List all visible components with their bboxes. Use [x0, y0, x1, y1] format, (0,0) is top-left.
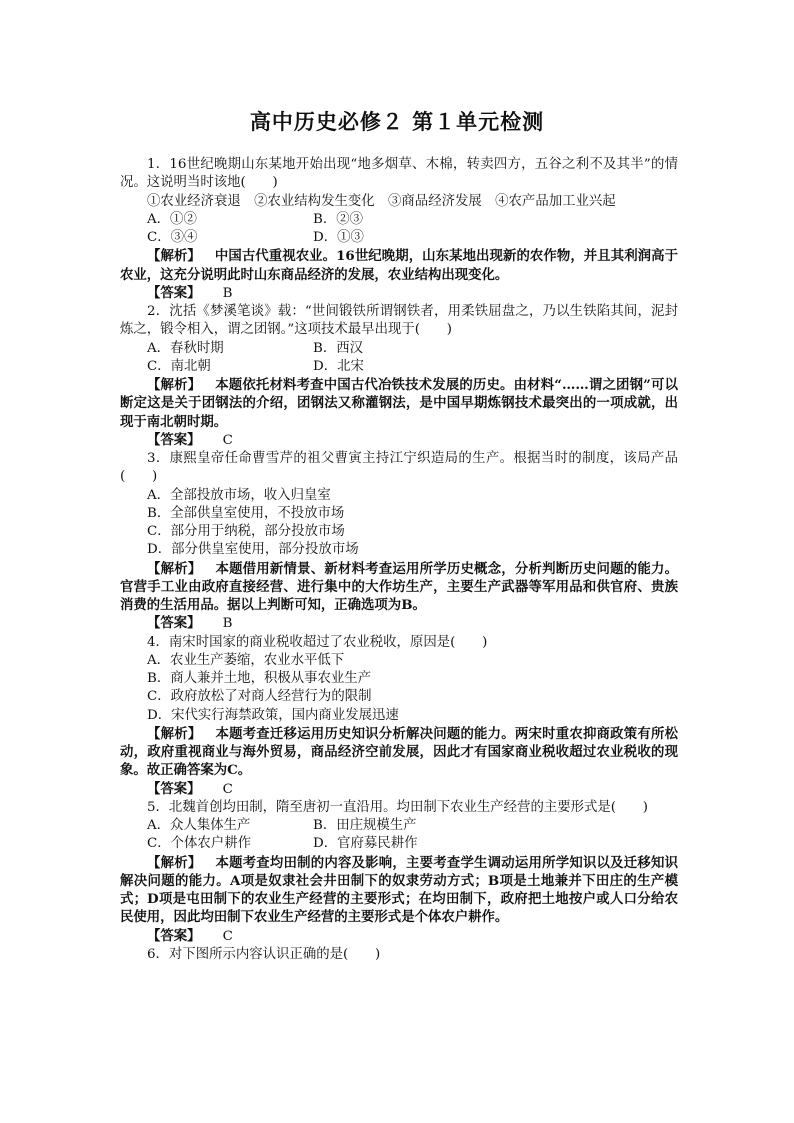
question-3-explanation [120, 560, 678, 615]
explanation-label: 【解析】 [147, 377, 202, 393]
answer-value: B [222, 616, 233, 632]
option-b: B．全部供皇室使用，不投放市场 [147, 505, 345, 521]
answer-label: 【答案】 [147, 927, 201, 944]
question-5-options-row-2 [120, 835, 678, 853]
question-3-answer [120, 614, 678, 633]
question-1-options-row-2 [120, 229, 678, 247]
question-5-answer [120, 927, 678, 946]
question-1-items: ①农业经济衰退 ②农业结构发生变化 ③商品经济发展 ④农产品加工业兴起 [147, 193, 616, 209]
option-b: B．②③ [313, 211, 364, 227]
option-d: D．部分供皇室使用，部分投放市场 [147, 542, 359, 558]
question-5-options-row-1 [120, 817, 678, 835]
option-d: D．①③ [313, 230, 364, 245]
explanation-text: 中国古代重视农业。16世纪晚期，山东某地出现新的农作物，并且其利润高于农业，这充分说明此时山东商品经济的发展，农业结构出现变化。 [120, 248, 679, 283]
option-c: C．③④ [147, 230, 198, 245]
answer-value: C [222, 432, 233, 448]
option-a: A．众人集体生产 [147, 818, 251, 833]
explanation-label: 【解析】 [147, 854, 202, 871]
answer-label: 【答案】 [147, 431, 201, 448]
question-1-answer [120, 284, 678, 303]
option-b: B．西汉 [313, 340, 364, 356]
explanation-text: 本题借用新情景、新材料考查运用所学历史概念，分析判断历史问题的能力。官营手工业由政府直接经营、进行集中的大作坊生产，主要生产武器等军用品和供官府、贵族消费的生活用品。据以上判断可知，正确选项为B。 [120, 560, 679, 613]
question-5-stem: 5．北魏首创均田制，隋至唐初一直沿用。均田制下农业生产经营的主要形式是( ) [147, 799, 649, 815]
question-2-explanation [120, 376, 678, 431]
option-c: C．个体农户耕作 [147, 836, 251, 852]
answer-label: 【答案】 [147, 615, 201, 632]
answer-label: 【答案】 [147, 780, 201, 797]
explanation-text: 本题依托材料考查中国古代冶铁技术发展的历史。由材料“……谓之团钢”可以断定这是关于团钢法的介绍，团钢法又称灌钢法，是中国早期炼钢技术最突出的一项成就，出现于南北朝时期。 [120, 377, 679, 430]
answer-label: 【答案】 [147, 284, 201, 301]
option-a: A．春秋时期 [147, 340, 224, 356]
explanation-text: 本题考查均田制的内容及影响，主要考查学生调动运用所学知识以及迁移知识解决问题的能力。A项是奴隶社会井田制下的奴隶劳动方式；B项是土地兼并下田庄的生产模式；D项是屯田制下的农业生产经营的主要形式；在均田制下，政府把土地按户或人口分给农民使用，因此均田制下农业生产经营的主要形式是个体农户耕作。 [120, 854, 679, 926]
answer-value: C [222, 781, 233, 797]
question-2-options-row-1 [120, 340, 678, 358]
question-1-stem: 1．16世纪晚期山东某地开始出现“地多烟草、木棉，转卖四方，五谷之利不及其半”的情况。这说明当时该地( ) [120, 157, 678, 191]
question-4-stem: 4．南宋时国家的商业税收超过了农业税收，原因是( ) [147, 634, 488, 650]
question-3-stem: 3．康熙皇帝任命曹雪芹的祖父曹寅主持江宁织造局的生产。根据当时的制度，该局产品( ) [120, 451, 678, 485]
option-d: D．北宋 [313, 358, 364, 374]
explanation-label: 【解析】 [147, 248, 201, 265]
answer-value: C [222, 928, 233, 944]
question-2-answer [120, 431, 678, 450]
explanation-text: 本题考查迁移运用历史知识分析解决问题的能力。两宋时重农抑商政策有所松动，政府重视商业与海外贸易，商品经济空前发展，因此才有国家商业税收超过农业税收的现象。故正确答案为C。 [120, 725, 679, 779]
question-6-stem: 6．对下图所示内容认识正确的是( ) [147, 946, 381, 962]
question-5-explanation [120, 854, 678, 927]
option-c: C．部分用于纳税，部分投放市场 [147, 524, 345, 539]
explanation-label: 【解析】 [147, 725, 202, 742]
option-a: A．全部投放市场，收入归皇室 [147, 487, 331, 503]
question-2-stem: 2．沈括《梦溪笔谈》载：“世间锻铁所谓钢铁者，用柔铁屈盘之，乃以生铁陷其间，泥封炼之，锻令相入，谓之团钢。”这项技术最早出现于( ) [120, 304, 678, 338]
option-d: D．官府募民耕作 [313, 836, 418, 852]
answer-value: B [222, 285, 233, 301]
page-title: 高中历史必修２ 第１单元检测 [249, 109, 545, 134]
option-a: A．农业生产萎缩，农业水平低下 [147, 652, 345, 668]
option-b: B．田庄规模生产 [313, 818, 417, 833]
question-4-answer [120, 780, 678, 799]
explanation-label: 【解析】 [147, 560, 202, 577]
option-a: A．①② [147, 211, 197, 227]
question-1-options-row-1 [120, 211, 678, 229]
question-1-explanation [120, 247, 678, 284]
option-c: C．政府放松了对商人经营行为的限制 [147, 689, 372, 705]
question-2-options-row-2 [120, 358, 678, 376]
option-c: C．南北朝 [147, 358, 211, 374]
option-b: B．商人兼并土地，积极从事农业生产 [147, 671, 372, 686]
option-d: D．宋代实行海禁政策，国内商业发展迅速 [147, 707, 399, 723]
question-4-explanation [120, 725, 678, 780]
document-body [120, 156, 678, 964]
